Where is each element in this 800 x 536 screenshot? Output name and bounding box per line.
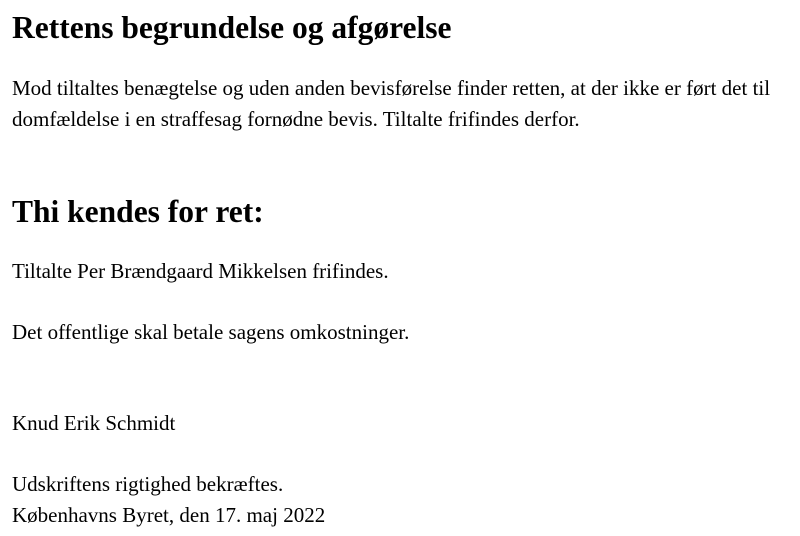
judge-name: Knud Erik Schmidt bbox=[12, 411, 176, 435]
verdict-acquittal: Tiltalte Per Brændgaard Mikkelsen frifindes. bbox=[12, 259, 389, 283]
court-and-date: Københavns Byret, den 17. maj 2022 bbox=[12, 503, 326, 527]
reasons-paragraph: Mod tiltaltes benægtelse og uden anden bevisførelse finder retten, at der ikke er ført det til domfældelse i en straffesag fornødne bevis. Tiltalte frifindes derfor. bbox=[12, 76, 771, 131]
heading-reasons-and-decision: Rettens begrundelse og afgørelse bbox=[12, 10, 452, 45]
certification-text: Udskriftens rigtighed bekræftes. bbox=[12, 472, 284, 496]
heading-verdict: Thi kendes for ret: bbox=[12, 194, 264, 229]
verdict-costs: Det offentlige skal betale sagens omkostninger. bbox=[12, 320, 410, 344]
